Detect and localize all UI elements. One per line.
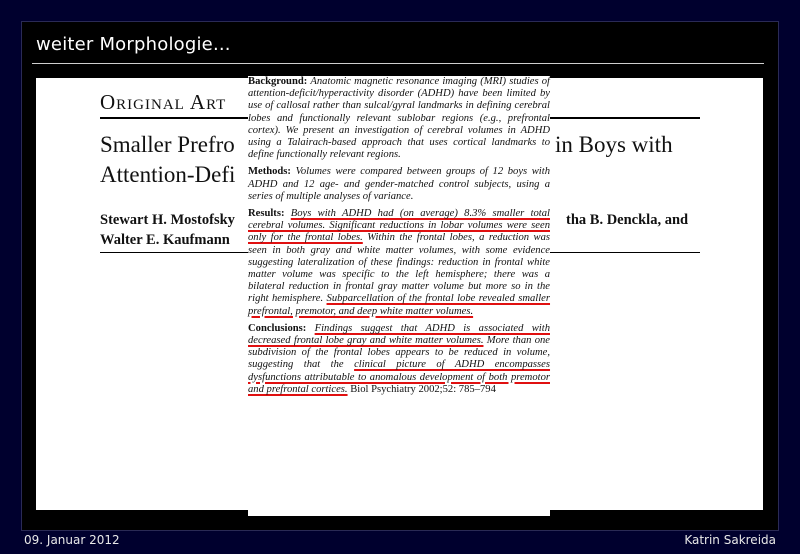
authors-line1-right: tha B. Denckla, and bbox=[566, 212, 689, 228]
background-label: Background: bbox=[248, 76, 308, 87]
footer-date: 09. Januar 2012 bbox=[24, 533, 120, 547]
methods-text: Volumes were compared between groups of 12 boys with ADHD and 12 age- and gender-matched control subjects, using a series of multiple analyses of variance. bbox=[248, 166, 550, 202]
results-highlight-2: Subparcellation of the frontal lobe revealed smaller prefrontal, premotor, and deep white matter volumes. bbox=[248, 293, 551, 317]
citation: Biol Psychiatry 2002;52: 785–794 bbox=[350, 383, 496, 395]
slide-title: weiter Morphologie... bbox=[36, 34, 231, 55]
authors-line2-left: Walter E. Kaufmann bbox=[100, 232, 230, 248]
abstract-methods bbox=[248, 166, 550, 203]
paper-title-line1-left: Smaller Prefro bbox=[100, 132, 235, 157]
abstract-box bbox=[248, 76, 550, 516]
results-highlight-1: Boys with ADHD had (on average) 8.3% smaller total cerebral volumes. Significant reductions in lobar volumes were seen only for the frontal lobes. bbox=[248, 208, 550, 244]
results-label: Results: bbox=[248, 208, 285, 220]
abstract-results bbox=[248, 208, 550, 318]
conclusions-label: Conclusions: bbox=[248, 322, 307, 334]
conclusions-text: More than one subdivision of the frontal lobes appears to be reduced in volume, suggesting that the bbox=[248, 335, 550, 371]
methods-label: Methods: bbox=[248, 166, 291, 178]
footer-author: Katrin Sakreida bbox=[684, 533, 776, 547]
paper-title-line2-left: Attention-Defi bbox=[100, 162, 236, 187]
abstract-conclusions bbox=[248, 323, 550, 396]
abstract-background bbox=[248, 76, 550, 161]
paper-section-label: Original Art bbox=[100, 90, 227, 114]
title-divider bbox=[32, 63, 764, 64]
background-text: Anatomic magnetic resonance imaging (MRI) studies of attention-deficit/hyperactivity disorder (ADHD) have been limited by use of callosal rather than sulcal/gyral landmarks in defining cerebral lobes and functionally relevant sublobar regions (e.g., prefrontal cortex). We present an investigation of cerebral volumes in ADHD using a Talairach-based approach that uses cortical landmarks to define functionally relevant regions. bbox=[248, 76, 550, 161]
results-text: Within the frontal lobes, a reduction was seen in both gray and white matter volumes, with some evidence suggesting lateralization of these findings: reduction in frontal white matter volume was specific to the left hemisphere; there was a bilateral reduction in frontal gray matter volume but more so in the right hemisphere. bbox=[248, 232, 550, 305]
authors-line1-left: Stewart H. Mostofsky bbox=[100, 212, 235, 228]
conclusions-highlight-1: Findings suggest that ADHD is associated with decreased frontal lobe gray and white matter volumes. bbox=[248, 322, 550, 347]
paper-title-line1-right: in Boys with bbox=[555, 132, 673, 157]
conclusions-highlight-2: clinical picture of ADHD encompasses dysfunctions attributable to anomalous development of both premotor and prefrontal cortices. bbox=[248, 359, 551, 395]
